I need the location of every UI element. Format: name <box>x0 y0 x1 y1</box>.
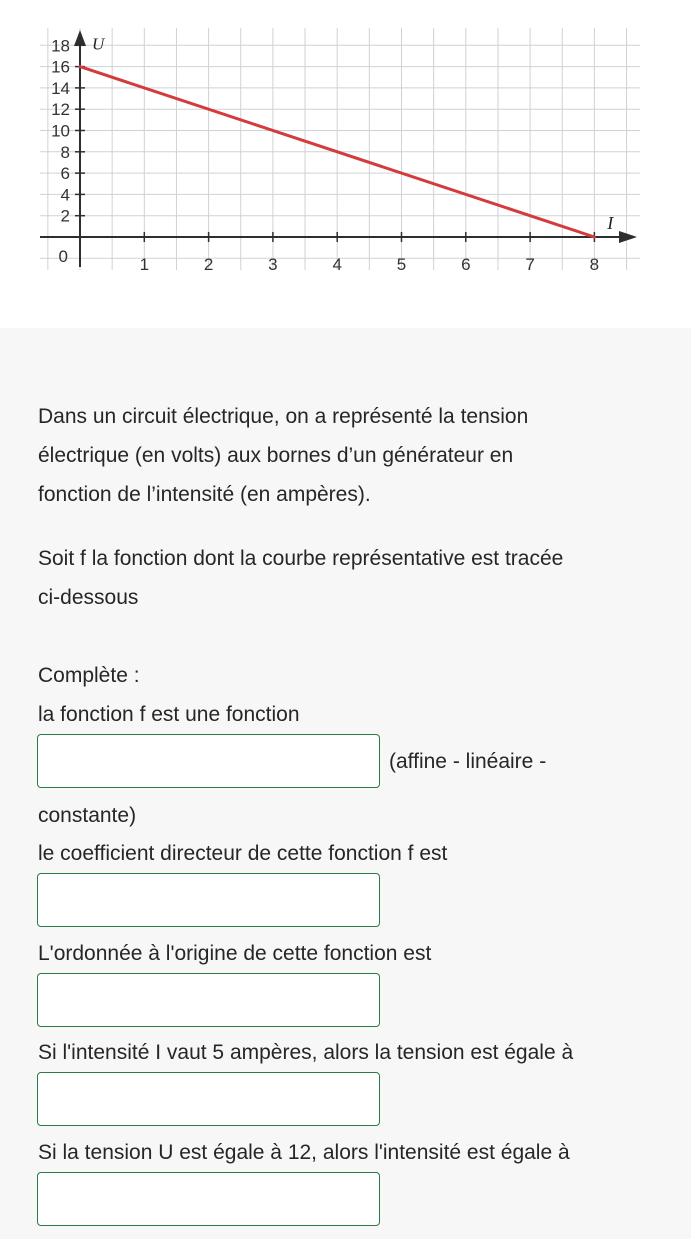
answer-4-input[interactable] <box>37 1072 380 1126</box>
question-1-options: (affine - linéaire - <box>389 750 547 773</box>
answer-1-input[interactable] <box>37 734 380 788</box>
x-tick-label: 4 <box>332 255 342 274</box>
answer-3-input[interactable] <box>37 973 380 1027</box>
answer-5-input[interactable] <box>37 1172 380 1226</box>
y-tick-label: 6 <box>60 164 70 184</box>
x-tick-label: 5 <box>396 255 407 274</box>
x-tick-label: 1 <box>139 255 150 274</box>
y-tick-label: 2 <box>60 206 70 226</box>
y-tick-label: 10 <box>51 121 70 141</box>
x-tick-label: 7 <box>525 255 535 274</box>
intro-line-2: électrique (en volts) aux bornes d’un générateur en <box>38 444 514 467</box>
x-axis-arrow <box>619 231 637 243</box>
graph-image <box>0 0 691 328</box>
y-axis-label: U <box>92 34 105 54</box>
question-5-text: Si la tension U est égale à 12, alors l'intensité est égale à <box>38 1141 570 1164</box>
intro-line-1: Dans un circuit électrique, on a représenté la tension <box>38 405 529 428</box>
origin-label: 0 <box>58 247 68 266</box>
exercise-content <box>0 328 691 1239</box>
answer-2-input[interactable] <box>37 873 380 927</box>
soit-line-1: Soit f la fonction dont la courbe représentative est tracée <box>38 547 564 570</box>
question-2-text: le coefficient directeur de cette fonction f est <box>38 842 448 865</box>
y-tick-label: 18 <box>51 36 70 56</box>
question-3-text: L'ordonnée à l'origine de cette fonction est <box>38 942 432 965</box>
x-tick-label: 3 <box>268 255 278 274</box>
question-1-text: la fonction f est une fonction <box>38 703 300 726</box>
voltage-current-chart <box>0 0 691 328</box>
question-4-text: Si l'intensité I vaut 5 ampères, alors la tension est égale à <box>38 1041 574 1064</box>
y-axis-arrow <box>74 30 86 46</box>
y-tick-label: 4 <box>60 185 70 205</box>
y-tick-label: 12 <box>51 100 70 120</box>
x-tick-label: 8 <box>589 255 600 274</box>
y-tick-label: 8 <box>60 142 70 162</box>
question-1-options-cont: constante) <box>38 804 137 827</box>
chart-grid <box>40 28 640 270</box>
soit-line-2: ci-dessous <box>38 586 139 609</box>
x-tick-label: 6 <box>461 255 471 274</box>
y-tick-label: 14 <box>51 78 70 98</box>
x-tick-label: 2 <box>203 255 214 274</box>
x-axis-label: I <box>607 213 614 233</box>
intro-line-3: fonction de l’intensité (en ampères). <box>38 483 371 506</box>
complete-label: Complète : <box>38 664 140 687</box>
y-tick-label: 16 <box>51 57 70 77</box>
